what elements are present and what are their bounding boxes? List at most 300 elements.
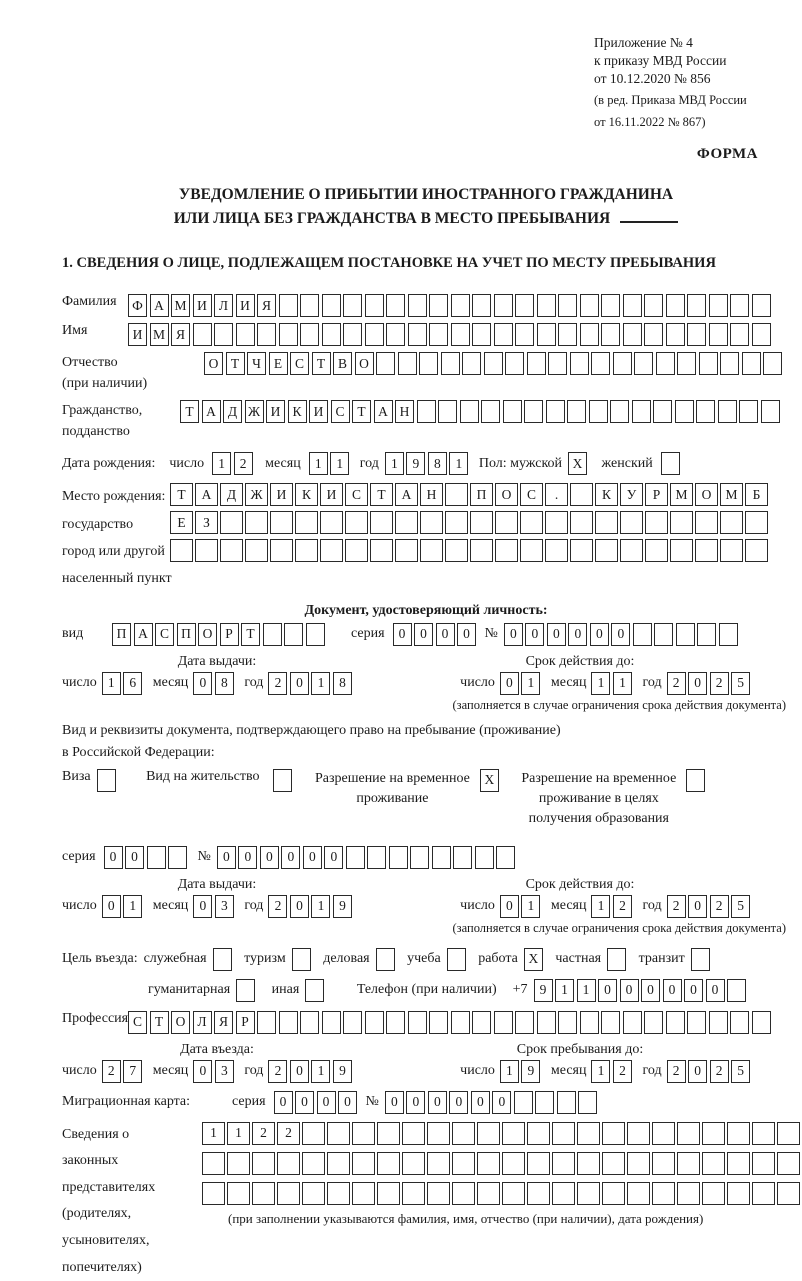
char-box[interactable] bbox=[666, 1011, 685, 1034]
char-box[interactable] bbox=[761, 400, 780, 423]
char-box[interactable]: 0 bbox=[590, 623, 609, 646]
char-box[interactable]: Н bbox=[395, 400, 414, 423]
char-box[interactable] bbox=[300, 323, 319, 346]
char-box[interactable]: 1 bbox=[500, 1060, 519, 1083]
char-box[interactable]: 0 bbox=[471, 1091, 490, 1114]
char-box[interactable]: 0 bbox=[641, 979, 660, 1002]
char-box[interactable]: Т bbox=[150, 1011, 169, 1034]
char-box[interactable]: М bbox=[171, 294, 190, 317]
char-box[interactable] bbox=[745, 511, 768, 534]
char-box[interactable] bbox=[343, 294, 362, 317]
char-box[interactable] bbox=[602, 1122, 625, 1145]
char-box[interactable] bbox=[702, 1152, 725, 1175]
char-box[interactable]: 0 bbox=[393, 623, 412, 646]
checkbox-purpose[interactable] bbox=[447, 948, 466, 971]
char-box[interactable] bbox=[666, 323, 685, 346]
char-box[interactable] bbox=[677, 352, 696, 375]
char-box[interactable] bbox=[445, 539, 468, 562]
char-box[interactable] bbox=[595, 539, 618, 562]
char-box[interactable]: Д bbox=[220, 483, 243, 506]
char-box[interactable] bbox=[445, 483, 468, 506]
char-box[interactable]: К bbox=[595, 483, 618, 506]
char-box[interactable]: 9 bbox=[333, 895, 352, 918]
char-box[interactable] bbox=[322, 323, 341, 346]
char-box[interactable]: 0 bbox=[504, 623, 523, 646]
char-box[interactable] bbox=[552, 1122, 575, 1145]
char-box[interactable] bbox=[220, 511, 243, 534]
char-box[interactable] bbox=[515, 294, 534, 317]
char-box[interactable] bbox=[408, 323, 427, 346]
char-box[interactable] bbox=[377, 1182, 400, 1205]
char-box[interactable]: 2 bbox=[102, 1060, 121, 1083]
char-box[interactable]: Ч bbox=[247, 352, 266, 375]
char-box[interactable] bbox=[548, 352, 567, 375]
char-box[interactable]: 0 bbox=[684, 979, 703, 1002]
char-box[interactable]: Л bbox=[214, 294, 233, 317]
char-box[interactable] bbox=[610, 400, 629, 423]
char-box[interactable]: 2 bbox=[268, 672, 287, 695]
char-box[interactable] bbox=[377, 1152, 400, 1175]
char-box[interactable]: 0 bbox=[281, 846, 300, 869]
char-box[interactable]: 0 bbox=[290, 672, 309, 695]
char-box[interactable] bbox=[719, 623, 738, 646]
char-box[interactable] bbox=[652, 1122, 675, 1145]
char-box[interactable]: П bbox=[177, 623, 196, 646]
char-box[interactable] bbox=[644, 1011, 663, 1034]
char-box[interactable] bbox=[438, 400, 457, 423]
char-box[interactable] bbox=[386, 1011, 405, 1034]
char-box[interactable]: Н bbox=[420, 483, 443, 506]
char-box[interactable] bbox=[462, 352, 481, 375]
checkbox-purpose[interactable] bbox=[607, 948, 626, 971]
char-box[interactable]: 0 bbox=[338, 1091, 357, 1114]
char-box[interactable] bbox=[645, 539, 668, 562]
char-box[interactable] bbox=[295, 539, 318, 562]
char-box[interactable]: И bbox=[309, 400, 328, 423]
char-box[interactable]: Т bbox=[170, 483, 193, 506]
char-box[interactable]: О bbox=[355, 352, 374, 375]
checkbox-male[interactable]: X bbox=[568, 452, 587, 475]
char-box[interactable]: О bbox=[695, 483, 718, 506]
char-box[interactable] bbox=[718, 400, 737, 423]
char-box[interactable] bbox=[601, 294, 620, 317]
char-box[interactable] bbox=[503, 400, 522, 423]
char-box[interactable]: 0 bbox=[260, 846, 279, 869]
char-box[interactable] bbox=[452, 1152, 475, 1175]
char-box[interactable] bbox=[470, 539, 493, 562]
char-box[interactable] bbox=[295, 511, 318, 534]
char-box[interactable]: 1 bbox=[212, 452, 231, 475]
char-box[interactable]: А bbox=[195, 483, 218, 506]
char-box[interactable] bbox=[696, 400, 715, 423]
char-box[interactable] bbox=[402, 1122, 425, 1145]
char-box[interactable] bbox=[697, 623, 716, 646]
char-box[interactable]: 5 bbox=[731, 1060, 750, 1083]
char-box[interactable] bbox=[727, 1152, 750, 1175]
char-box[interactable] bbox=[386, 294, 405, 317]
char-box[interactable] bbox=[352, 1182, 375, 1205]
char-box[interactable] bbox=[545, 511, 568, 534]
char-box[interactable] bbox=[376, 352, 395, 375]
char-box[interactable] bbox=[327, 1122, 350, 1145]
char-box[interactable] bbox=[752, 1152, 775, 1175]
char-box[interactable]: 2 bbox=[667, 672, 686, 695]
char-box[interactable] bbox=[277, 1152, 300, 1175]
char-box[interactable]: 8 bbox=[428, 452, 447, 475]
char-box[interactable] bbox=[752, 1122, 775, 1145]
char-box[interactable] bbox=[727, 1122, 750, 1145]
char-box[interactable]: 1 bbox=[555, 979, 574, 1002]
char-box[interactable]: У bbox=[620, 483, 643, 506]
char-box[interactable] bbox=[613, 352, 632, 375]
char-box[interactable] bbox=[546, 400, 565, 423]
char-box[interactable]: 2 bbox=[268, 895, 287, 918]
char-box[interactable] bbox=[277, 1182, 300, 1205]
char-box[interactable] bbox=[595, 511, 618, 534]
char-box[interactable] bbox=[168, 846, 187, 869]
char-box[interactable]: К bbox=[295, 483, 318, 506]
char-box[interactable]: И bbox=[320, 483, 343, 506]
char-box[interactable]: 1 bbox=[123, 895, 142, 918]
char-box[interactable] bbox=[496, 846, 515, 869]
char-box[interactable]: 0 bbox=[688, 895, 707, 918]
char-box[interactable] bbox=[720, 352, 739, 375]
char-box[interactable] bbox=[666, 294, 685, 317]
char-box[interactable]: Т bbox=[241, 623, 260, 646]
char-box[interactable]: Р bbox=[645, 483, 668, 506]
char-box[interactable] bbox=[567, 400, 586, 423]
char-box[interactable] bbox=[620, 539, 643, 562]
char-box[interactable] bbox=[395, 511, 418, 534]
char-box[interactable] bbox=[677, 1182, 700, 1205]
char-box[interactable]: 0 bbox=[525, 623, 544, 646]
char-box[interactable] bbox=[270, 511, 293, 534]
char-box[interactable]: Т bbox=[226, 352, 245, 375]
char-box[interactable] bbox=[343, 323, 362, 346]
char-box[interactable] bbox=[420, 539, 443, 562]
char-box[interactable] bbox=[345, 539, 368, 562]
char-box[interactable] bbox=[170, 539, 193, 562]
char-box[interactable] bbox=[653, 400, 672, 423]
char-box[interactable]: 0 bbox=[290, 1060, 309, 1083]
char-box[interactable] bbox=[515, 323, 534, 346]
char-box[interactable] bbox=[720, 539, 743, 562]
char-box[interactable] bbox=[257, 323, 276, 346]
char-box[interactable] bbox=[279, 294, 298, 317]
char-box[interactable]: П bbox=[112, 623, 131, 646]
char-box[interactable] bbox=[343, 1011, 362, 1034]
char-box[interactable] bbox=[777, 1122, 800, 1145]
char-box[interactable]: И bbox=[266, 400, 285, 423]
char-box[interactable] bbox=[322, 1011, 341, 1034]
char-box[interactable] bbox=[236, 323, 255, 346]
char-box[interactable] bbox=[417, 400, 436, 423]
char-box[interactable]: 1 bbox=[227, 1122, 250, 1145]
char-box[interactable] bbox=[345, 511, 368, 534]
char-box[interactable]: С bbox=[520, 483, 543, 506]
char-box[interactable]: Я bbox=[171, 323, 190, 346]
char-box[interactable]: Т bbox=[180, 400, 199, 423]
char-box[interactable]: Р bbox=[236, 1011, 255, 1034]
char-box[interactable] bbox=[699, 352, 718, 375]
char-box[interactable]: 0 bbox=[611, 623, 630, 646]
char-box[interactable] bbox=[656, 352, 675, 375]
char-box[interactable] bbox=[589, 400, 608, 423]
char-box[interactable] bbox=[367, 846, 386, 869]
char-box[interactable] bbox=[202, 1152, 225, 1175]
char-box[interactable] bbox=[419, 352, 438, 375]
char-box[interactable] bbox=[477, 1152, 500, 1175]
char-box[interactable]: Л bbox=[193, 1011, 212, 1034]
char-box[interactable] bbox=[389, 846, 408, 869]
char-box[interactable] bbox=[644, 323, 663, 346]
char-box[interactable] bbox=[537, 1011, 556, 1034]
char-box[interactable]: 1 bbox=[521, 672, 540, 695]
char-box[interactable] bbox=[524, 400, 543, 423]
char-box[interactable]: 8 bbox=[215, 672, 234, 695]
char-box[interactable] bbox=[620, 511, 643, 534]
char-box[interactable]: О bbox=[495, 483, 518, 506]
char-box[interactable] bbox=[252, 1182, 275, 1205]
char-box[interactable] bbox=[623, 323, 642, 346]
char-box[interactable] bbox=[429, 1011, 448, 1034]
char-box[interactable]: 2 bbox=[277, 1122, 300, 1145]
char-box[interactable] bbox=[470, 511, 493, 534]
checkbox-purpose[interactable] bbox=[691, 948, 710, 971]
char-box[interactable]: 7 bbox=[123, 1060, 142, 1083]
char-box[interactable]: Д bbox=[223, 400, 242, 423]
char-box[interactable]: Т bbox=[352, 400, 371, 423]
char-box[interactable] bbox=[577, 1122, 600, 1145]
char-box[interactable]: П bbox=[470, 483, 493, 506]
checkbox-purpose[interactable] bbox=[236, 979, 255, 1002]
char-box[interactable] bbox=[472, 1011, 491, 1034]
char-box[interactable] bbox=[577, 1182, 600, 1205]
char-box[interactable]: Я bbox=[214, 1011, 233, 1034]
char-box[interactable]: 0 bbox=[547, 623, 566, 646]
checkbox-female[interactable] bbox=[661, 452, 680, 475]
char-box[interactable]: 9 bbox=[406, 452, 425, 475]
char-box[interactable] bbox=[602, 1152, 625, 1175]
char-box[interactable]: 6 bbox=[123, 672, 142, 695]
char-box[interactable] bbox=[408, 1011, 427, 1034]
char-box[interactable] bbox=[370, 539, 393, 562]
char-box[interactable]: С bbox=[155, 623, 174, 646]
char-box[interactable] bbox=[202, 1182, 225, 1205]
char-box[interactable] bbox=[591, 352, 610, 375]
char-box[interactable] bbox=[709, 323, 728, 346]
char-box[interactable] bbox=[552, 1182, 575, 1205]
char-box[interactable]: Ф bbox=[128, 294, 147, 317]
char-box[interactable]: 1 bbox=[577, 979, 596, 1002]
char-box[interactable] bbox=[477, 1122, 500, 1145]
checkbox-rvp-education[interactable] bbox=[686, 769, 705, 792]
char-box[interactable]: 3 bbox=[215, 1060, 234, 1083]
char-box[interactable]: 1 bbox=[591, 672, 610, 695]
char-box[interactable] bbox=[502, 1152, 525, 1175]
char-box[interactable] bbox=[386, 323, 405, 346]
char-box[interactable] bbox=[475, 846, 494, 869]
char-box[interactable] bbox=[445, 511, 468, 534]
char-box[interactable] bbox=[777, 1152, 800, 1175]
char-box[interactable]: 1 bbox=[613, 672, 632, 695]
char-box[interactable]: 3 bbox=[215, 895, 234, 918]
char-box[interactable]: Е bbox=[170, 511, 193, 534]
char-box[interactable] bbox=[632, 400, 651, 423]
char-box[interactable]: А bbox=[395, 483, 418, 506]
char-box[interactable] bbox=[752, 1011, 771, 1034]
char-box[interactable] bbox=[602, 1182, 625, 1205]
char-box[interactable]: 1 bbox=[311, 1060, 330, 1083]
checkbox-rvp[interactable]: X bbox=[480, 769, 499, 792]
char-box[interactable] bbox=[623, 294, 642, 317]
char-box[interactable] bbox=[481, 400, 500, 423]
char-box[interactable]: 0 bbox=[436, 623, 455, 646]
char-box[interactable]: М bbox=[670, 483, 693, 506]
checkbox-residence-permit[interactable] bbox=[273, 769, 292, 792]
char-box[interactable] bbox=[214, 323, 233, 346]
char-box[interactable]: А bbox=[134, 623, 153, 646]
char-box[interactable] bbox=[365, 323, 384, 346]
char-box[interactable] bbox=[677, 1152, 700, 1175]
char-box[interactable] bbox=[730, 294, 749, 317]
char-box[interactable] bbox=[302, 1182, 325, 1205]
char-box[interactable] bbox=[727, 979, 746, 1002]
checkbox-purpose[interactable] bbox=[305, 979, 324, 1002]
char-box[interactable] bbox=[535, 1091, 554, 1114]
char-box[interactable] bbox=[284, 623, 303, 646]
char-box[interactable] bbox=[279, 323, 298, 346]
char-box[interactable]: 1 bbox=[591, 895, 610, 918]
char-box[interactable]: Р bbox=[220, 623, 239, 646]
char-box[interactable] bbox=[527, 1122, 550, 1145]
char-box[interactable] bbox=[695, 539, 718, 562]
char-box[interactable]: 0 bbox=[620, 979, 639, 1002]
char-box[interactable] bbox=[580, 323, 599, 346]
char-box[interactable] bbox=[505, 352, 524, 375]
char-box[interactable]: 0 bbox=[663, 979, 682, 1002]
char-box[interactable]: А bbox=[150, 294, 169, 317]
char-box[interactable]: 1 bbox=[330, 452, 349, 475]
char-box[interactable] bbox=[527, 1182, 550, 1205]
char-box[interactable] bbox=[306, 623, 325, 646]
char-box[interactable]: 5 bbox=[731, 672, 750, 695]
char-box[interactable]: 0 bbox=[193, 895, 212, 918]
char-box[interactable] bbox=[709, 1011, 728, 1034]
char-box[interactable]: 1 bbox=[591, 1060, 610, 1083]
char-box[interactable] bbox=[252, 1152, 275, 1175]
char-box[interactable]: 2 bbox=[710, 1060, 729, 1083]
char-box[interactable] bbox=[432, 846, 451, 869]
char-box[interactable]: 9 bbox=[521, 1060, 540, 1083]
char-box[interactable]: 1 bbox=[311, 672, 330, 695]
char-box[interactable]: Т bbox=[312, 352, 331, 375]
char-box[interactable] bbox=[453, 846, 472, 869]
char-box[interactable] bbox=[627, 1182, 650, 1205]
char-box[interactable] bbox=[495, 539, 518, 562]
char-box[interactable] bbox=[408, 294, 427, 317]
char-box[interactable] bbox=[520, 539, 543, 562]
char-box[interactable] bbox=[654, 623, 673, 646]
char-box[interactable] bbox=[395, 539, 418, 562]
char-box[interactable] bbox=[676, 623, 695, 646]
char-box[interactable]: 0 bbox=[568, 623, 587, 646]
char-box[interactable] bbox=[580, 294, 599, 317]
char-box[interactable] bbox=[451, 1011, 470, 1034]
char-box[interactable] bbox=[429, 294, 448, 317]
char-box[interactable] bbox=[570, 483, 593, 506]
char-box[interactable] bbox=[727, 1182, 750, 1205]
char-box[interactable] bbox=[451, 294, 470, 317]
char-box[interactable] bbox=[702, 1122, 725, 1145]
char-box[interactable] bbox=[720, 511, 743, 534]
char-box[interactable] bbox=[427, 1122, 450, 1145]
char-box[interactable] bbox=[147, 846, 166, 869]
char-box[interactable] bbox=[402, 1182, 425, 1205]
char-box[interactable] bbox=[645, 511, 668, 534]
char-box[interactable] bbox=[752, 323, 771, 346]
char-box[interactable] bbox=[494, 323, 513, 346]
char-box[interactable] bbox=[365, 294, 384, 317]
char-box[interactable]: 0 bbox=[274, 1091, 293, 1114]
char-box[interactable] bbox=[451, 323, 470, 346]
char-box[interactable]: О bbox=[171, 1011, 190, 1034]
char-box[interactable]: А bbox=[202, 400, 221, 423]
char-box[interactable]: Б bbox=[745, 483, 768, 506]
char-box[interactable] bbox=[634, 352, 653, 375]
char-box[interactable] bbox=[300, 294, 319, 317]
char-box[interactable] bbox=[346, 846, 365, 869]
char-box[interactable]: 0 bbox=[324, 846, 343, 869]
char-box[interactable] bbox=[452, 1182, 475, 1205]
char-box[interactable]: 1 bbox=[449, 452, 468, 475]
char-box[interactable] bbox=[644, 294, 663, 317]
char-box[interactable] bbox=[627, 1152, 650, 1175]
checkbox-purpose[interactable] bbox=[213, 948, 232, 971]
char-box[interactable]: 0 bbox=[193, 1060, 212, 1083]
char-box[interactable]: 0 bbox=[688, 672, 707, 695]
char-box[interactable] bbox=[520, 511, 543, 534]
char-box[interactable] bbox=[652, 1152, 675, 1175]
char-box[interactable] bbox=[472, 294, 491, 317]
char-box[interactable] bbox=[687, 323, 706, 346]
char-box[interactable] bbox=[257, 1011, 276, 1034]
char-box[interactable]: 9 bbox=[534, 979, 553, 1002]
char-box[interactable]: 1 bbox=[521, 895, 540, 918]
checkbox-purpose[interactable] bbox=[292, 948, 311, 971]
char-box[interactable] bbox=[578, 1091, 597, 1114]
char-box[interactable] bbox=[441, 352, 460, 375]
char-box[interactable] bbox=[327, 1152, 350, 1175]
char-box[interactable]: 1 bbox=[102, 672, 121, 695]
char-box[interactable] bbox=[495, 511, 518, 534]
char-box[interactable] bbox=[558, 323, 577, 346]
char-box[interactable]: О bbox=[204, 352, 223, 375]
char-box[interactable]: Ж bbox=[245, 483, 268, 506]
char-box[interactable] bbox=[514, 1091, 533, 1114]
char-box[interactable]: 1 bbox=[202, 1122, 225, 1145]
char-box[interactable] bbox=[502, 1182, 525, 1205]
checkbox-visa[interactable] bbox=[97, 769, 116, 792]
char-box[interactable] bbox=[627, 1122, 650, 1145]
char-box[interactable] bbox=[300, 1011, 319, 1034]
char-box[interactable] bbox=[670, 511, 693, 534]
char-box[interactable]: А bbox=[374, 400, 393, 423]
char-box[interactable]: 0 bbox=[428, 1091, 447, 1114]
char-box[interactable]: 0 bbox=[688, 1060, 707, 1083]
char-box[interactable] bbox=[370, 511, 393, 534]
char-box[interactable] bbox=[557, 1091, 576, 1114]
